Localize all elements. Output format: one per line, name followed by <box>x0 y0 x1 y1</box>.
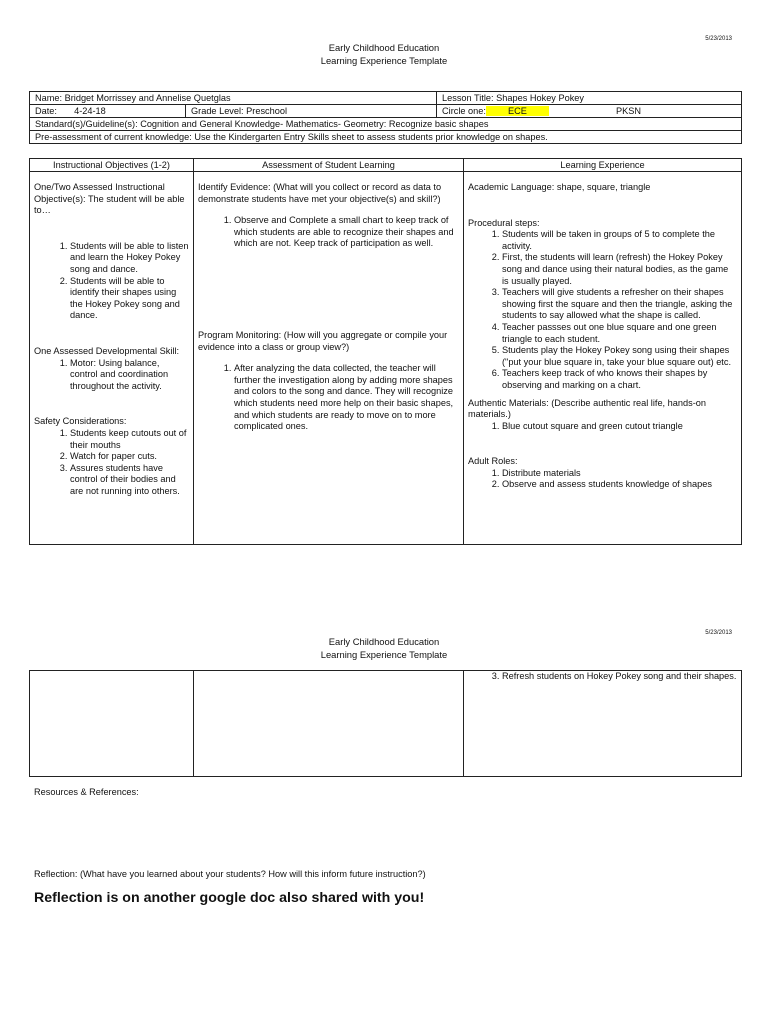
developmental-skill-heading: One Assessed Developmental Skill: <box>34 345 180 356</box>
circle-option-ece: ECE <box>486 106 549 116</box>
list-item: 5. Students play the Hokey Pokey song using their shapes ("put your blue square in, take your blue square out) etc. <box>502 345 737 368</box>
lesson-plan-table <box>29 158 742 545</box>
list-item: 2. Students will be able to identify their shapes using the Hokey Pokey song and dance. <box>70 276 189 322</box>
header-line-1: Early Childhood Education <box>328 636 440 647</box>
developmental-skill-list <box>34 358 189 393</box>
list-item: 1. Distribute materials <box>502 468 737 480</box>
reflection-answer: Reflection is on another google doc also shared with you! <box>34 890 425 906</box>
lesson-plan-table-continued <box>29 670 742 777</box>
assessed-objectives-heading: One/Two Assessed Instructional Objective(s): The student will be able to… <box>34 182 185 216</box>
procedural-heading: Procedural steps: <box>468 217 540 228</box>
monitoring-list <box>198 363 459 433</box>
header-line-2: Learning Experience Template <box>320 648 448 660</box>
monitoring-heading: Program Monitoring: (How will you aggregate or compile your evidence into a class or group view?) <box>198 329 448 352</box>
adult-roles-list-continued <box>468 671 737 683</box>
safety-list <box>34 428 189 498</box>
materials-heading: Authentic Materials: (Describe authentic real life, hands-on materials.) <box>468 397 706 420</box>
list-item: 3. Refresh students on Hokey Pokey song and their shapes. <box>502 671 737 683</box>
lesson-title-field: Lesson Title: Shapes Hokey Pokey <box>437 92 742 105</box>
column-header-assessment: Assessment of Student Learning <box>194 159 464 172</box>
standards-field: Standard(s)/Guideline(s): Cognition and General Knowledge- Mathematics- Geometry: Recognize basic shapes <box>30 118 742 131</box>
list-item: 6. Teachers keep track of who knows their shapes by observing and marking on a chart. <box>502 368 737 391</box>
assessment-cell-continued <box>194 671 464 777</box>
circle-option-pksn: PKSN <box>615 106 641 116</box>
adult-roles-list <box>468 468 737 491</box>
page-2-header <box>0 636 768 661</box>
grade-level-field: Grade Level: Preschool <box>186 105 437 118</box>
procedural-list <box>468 229 737 391</box>
list-item: 1. Observe and Complete a small chart to keep track of which students are able to recognize their shapes and which are not. Keep track of participation as well. <box>234 215 459 250</box>
date-field <box>30 105 186 118</box>
header-line-1: Early Childhood Education <box>328 42 440 53</box>
name-field: Name: Bridget Morrissey and Annelise Quetglas <box>30 92 437 105</box>
evidence-heading: Identify Evidence: (What will you collect or record as data to demonstrate students have met your objective(s) and skill?) <box>198 182 442 204</box>
list-item: 1. Blue cutout square and green cutout triangle <box>502 421 737 433</box>
header-line-2: Learning Experience Template <box>320 54 448 66</box>
pre-assessment-field: Pre-assessment of current knowledge: Use the Kindergarten Entry Skills sheet to assess students prior knowledge on shapes. <box>30 131 742 144</box>
list-item: 3. Teachers will give students a refresher on their shapes showing first the square and then the triangle, asking the students to say allowed what the shape is called. <box>502 287 737 322</box>
list-item: 1. Motor: Using balance, control and coordination throughout the activity. <box>70 358 189 393</box>
reflection-prompt: Reflection: (What have you learned about your students? How will this inform future instruction?) <box>34 869 426 879</box>
lesson-info-table <box>29 91 742 144</box>
list-item: 2. First, the students will learn (refresh) the Hokey Pokey song and dance using their natural bodies, as the game is usually played. <box>502 252 737 287</box>
academic-language: Academic Language: shape, square, triangle <box>468 182 651 192</box>
list-item: 1. Students will be taken in groups of 5 to complete the activity. <box>502 229 737 252</box>
adult-roles-heading: Adult Roles: <box>468 456 518 467</box>
date-value: 4-24-18 <box>74 106 106 116</box>
column-header-objectives: Instructional Objectives (1-2) <box>30 159 194 172</box>
experience-cell-continued <box>464 671 742 777</box>
list-item: 4. Teacher passses out one blue square and one green triangle to each student. <box>502 322 737 345</box>
materials-list <box>468 421 737 433</box>
assessed-objectives-list <box>34 241 189 322</box>
objectives-cell-continued <box>30 671 194 777</box>
page-header <box>0 42 768 67</box>
list-item: 1. Students will be able to listen and learn the Hokey Pokey song and dance. <box>70 241 189 276</box>
assessment-cell <box>194 172 464 545</box>
safety-heading: Safety Considerations: <box>34 416 127 427</box>
circle-one-label: Circle one: <box>442 106 486 116</box>
circle-one-field <box>437 105 742 118</box>
list-item: 2. Watch for paper cuts. <box>70 451 189 463</box>
resources-label: Resources & References: <box>34 787 139 797</box>
list-item: 2. Observe and assess students knowledge of shapes <box>502 479 737 491</box>
date-label: Date: <box>35 106 57 116</box>
list-item: 3. Assures students have control of their bodies and are not running into others. <box>70 463 189 498</box>
experience-cell <box>464 172 742 545</box>
list-item: 1. After analyzing the data collected, the teacher will further the investigation along by adding more shapes and colors to the song and dance. They will recognize which students need more help on their basic shapes, and which students are ready to move on to more complicated ones. <box>234 363 459 433</box>
column-header-experience: Learning Experience <box>464 159 742 172</box>
page-2-date: 5/23/2013 <box>705 630 732 636</box>
evidence-list <box>198 215 459 250</box>
list-item: 1. Students keep cutouts out of their mouths <box>70 428 189 451</box>
page-date: 5/23/2013 <box>705 36 732 42</box>
objectives-cell <box>30 172 194 545</box>
